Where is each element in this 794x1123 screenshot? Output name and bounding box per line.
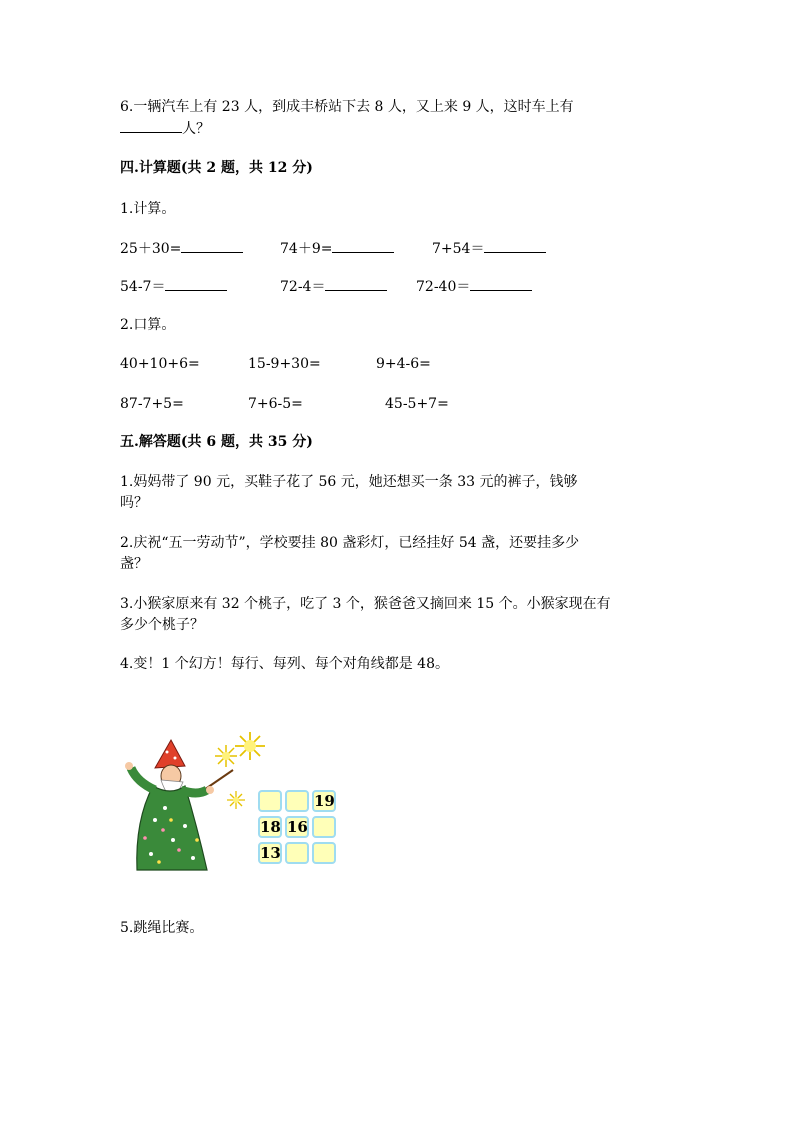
calc1-row1-item1 xyxy=(120,237,243,260)
section-four-title: 四.计算题(共 2 题，共 12 分) xyxy=(120,160,313,176)
answer-blank[interactable] xyxy=(332,237,394,253)
calc1-row2-item1 xyxy=(120,275,227,298)
section-five-title: 五.解答题(共 6 题，共 35 分) xyxy=(120,434,313,450)
magic-square-cell: 19 xyxy=(314,792,335,810)
magic-square-grid xyxy=(258,790,340,866)
magic-square-cell[interactable] xyxy=(285,790,309,812)
sparkle-icon xyxy=(227,791,245,809)
equation: 72-40＝ xyxy=(416,279,471,295)
calc2-row1-item3: 9+4-6= xyxy=(376,356,431,372)
magic-square-cell[interactable] xyxy=(312,842,336,864)
problem2-line2: 盏？ xyxy=(120,556,148,572)
calc1-label: 1.计算。 xyxy=(120,201,176,217)
calc1-row2-item3 xyxy=(416,275,532,298)
answer-blank[interactable] xyxy=(165,275,227,291)
problem5-line1: 5.跳绳比赛。 xyxy=(120,920,204,936)
wizard-illustration xyxy=(115,730,265,875)
magic-square-cell: 16 xyxy=(287,818,308,836)
magic-square-cell[interactable] xyxy=(258,790,282,812)
problem1-line2: 吗？ xyxy=(120,495,148,511)
calc2-row2-item1: 87-7+5= xyxy=(120,396,184,412)
answer-blank[interactable] xyxy=(120,117,182,133)
q6-line1: 6.一辆汽车上有 23 人，到成丰桥站下去 8 人，又上来 9 人，这时车上有 xyxy=(120,99,574,115)
answer-blank[interactable] xyxy=(484,237,546,253)
problem3-line2: 多少个桃子？ xyxy=(120,617,204,633)
calc2-label: 2.口算。 xyxy=(120,317,176,333)
answer-blank[interactable] xyxy=(181,237,243,253)
equation: 72-4＝ xyxy=(280,279,326,295)
q6-tail: 人？ xyxy=(182,121,210,137)
calc2-row1-item2: 15-9+30= xyxy=(248,356,321,372)
problem2-line1: 2.庆祝“五一劳动节”，学校要挂 80 盏彩灯，已经挂好 54 盏，还要挂多少 xyxy=(120,535,580,551)
equation: 7+54＝ xyxy=(432,241,485,257)
problem4-line1: 4.变！1 个幻方！每行、每列、每个对角线都是 48。 xyxy=(120,656,449,672)
problem3-line1: 3.小猴家原来有 32 个桃子，吃了 3 个，猴爸爸又摘回来 15 个。小猴家现在有 xyxy=(120,596,611,612)
equation: 54-7＝ xyxy=(120,279,166,295)
sparkle-icon xyxy=(215,745,237,767)
calc2-row2-item3: 45-5+7= xyxy=(385,396,449,412)
problem1-line1: 1.妈妈带了 90 元，买鞋子花了 56 元，她还想买一条 33 元的裤子，钱够 xyxy=(120,474,578,490)
calc2-row2-item2: 7+6-5= xyxy=(248,396,303,412)
answer-blank[interactable] xyxy=(470,275,532,291)
equation: 74＋9= xyxy=(280,241,333,257)
sparkle-icon xyxy=(235,732,265,760)
calc1-row1-item3 xyxy=(432,237,546,260)
calc2-row1-item1: 40+10+6= xyxy=(120,356,200,372)
magic-square-cell[interactable] xyxy=(312,816,336,838)
equation: 25＋30= xyxy=(120,241,182,257)
calc1-row1-item2 xyxy=(280,237,394,260)
answer-blank[interactable] xyxy=(325,275,387,291)
q6-line2 xyxy=(120,117,210,140)
magic-square-cell: 18 xyxy=(260,818,281,836)
magic-square-cell[interactable] xyxy=(285,842,309,864)
magic-square-cell: 13 xyxy=(260,844,281,862)
calc1-row2-item2 xyxy=(280,275,387,298)
